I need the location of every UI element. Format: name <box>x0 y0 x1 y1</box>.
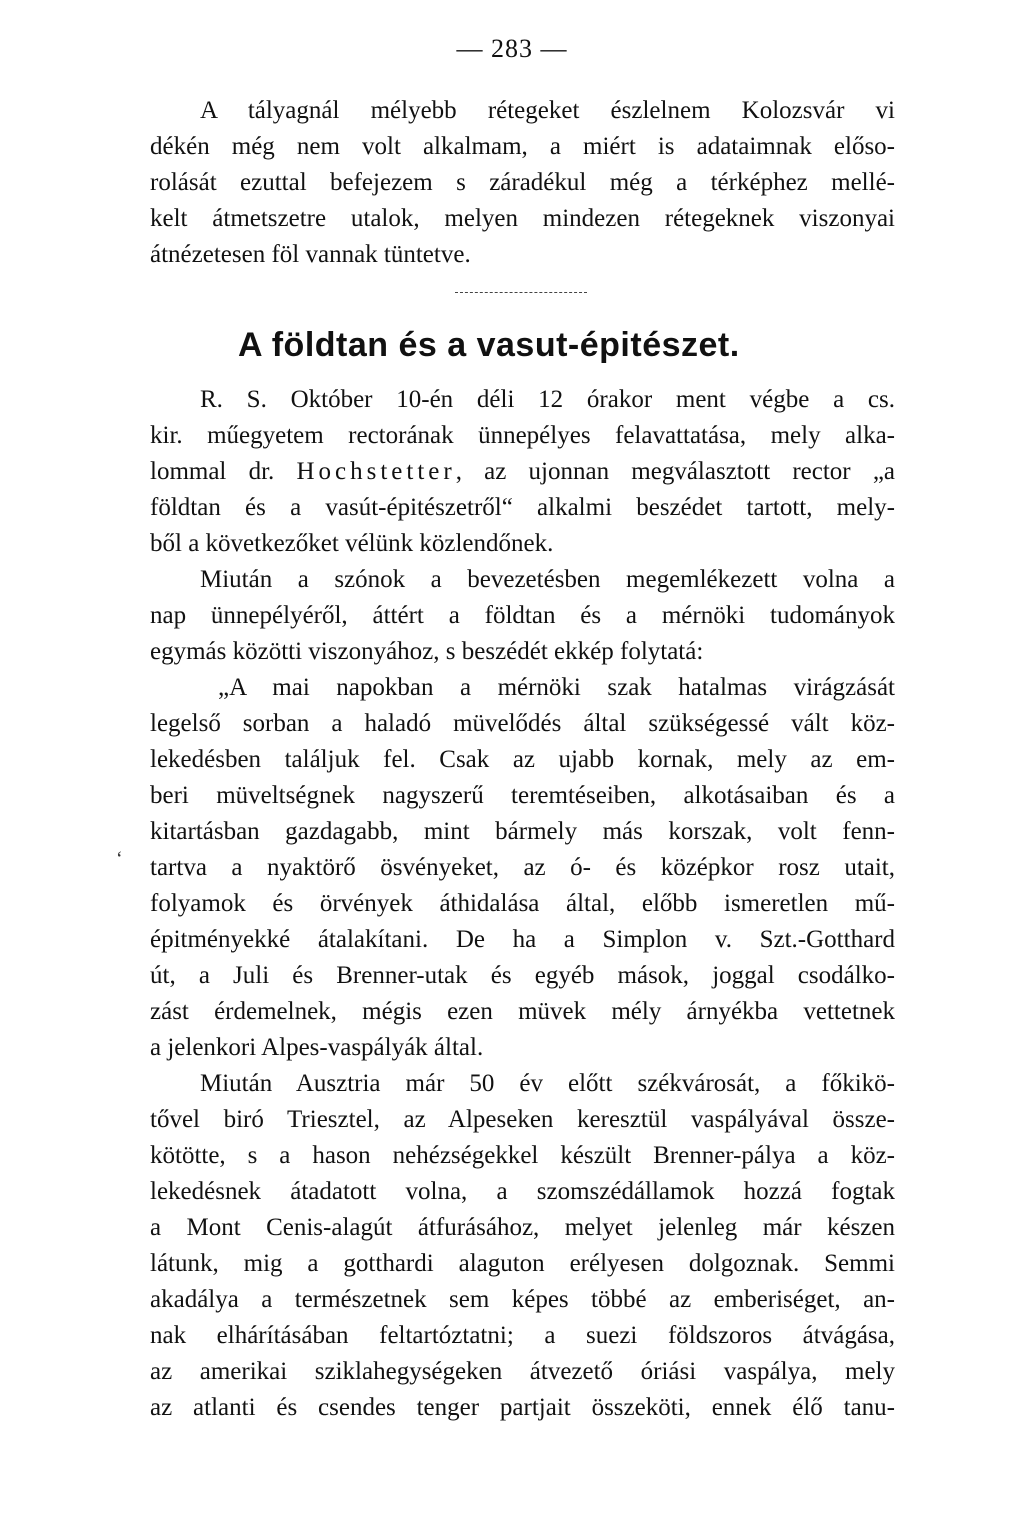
text-line: földtan és a vasút-épitészetről“ alkalmi beszédet tartott, mely- <box>150 494 895 521</box>
text-line: lekedésnek átadatott volna, a szomszédállamok hozzá fogtak <box>150 1178 895 1205</box>
margin-tick-mark: ‘ <box>116 848 123 870</box>
section-divider <box>455 292 587 293</box>
text-line: R. S. Október 10-én déli 12 órakor ment végbe a cs. <box>200 386 895 413</box>
text-line: rolását ezuttal befejezem s záradékul még a térképhez mellé- <box>150 169 895 196</box>
text-line: kötötte, s a hason nehézségekkel készült Brenner-pálya a köz- <box>150 1142 895 1169</box>
text-line: akadálya a természetnek sem képes többé az emberiséget, an- <box>150 1286 895 1313</box>
text-line: kelt átmetszetre utalok, melyen mindezen rétegeknek viszonyai <box>150 205 895 232</box>
text-line: egymás közötti viszonyához, s beszédét ekkép folytatá: <box>150 638 704 665</box>
text-fragment: , az ujonnan megválasztott rector „a <box>455 458 896 485</box>
text-line: az amerikai sziklahegységeken átvezető óriási vaspálya, mely <box>150 1358 895 1385</box>
text-line: út, a Juli és Brenner-utak és egyéb mások, joggal csodálko- <box>150 962 895 989</box>
text-line: lekedésben találjuk fel. Csak az ujabb kornak, mely az em- <box>150 746 895 773</box>
text-line: zást érdemelnek, mégis ezen müvek mély árnyékba vettetnek <box>150 998 895 1025</box>
text-line: a Mont Cenis-alagút átfurásához, melyet jelenleg már készen <box>150 1214 895 1241</box>
text-line: folyamok és örvények áthidalása által, előbb ismeretlen mű- <box>150 890 895 917</box>
text-line: a jelenkori Alpes-vaspályák által. <box>150 1034 484 1061</box>
text-line: beri müveltségnek nagyszerű teremtéseiben, alkotásaiban és a <box>150 782 895 809</box>
text-line: A tályagnál mélyebb rétegeket észlelnem Kolozsvár vi <box>200 97 895 124</box>
person-name: Hochstetter <box>296 458 456 485</box>
text-line: kir. műegyetem rectorának ünnepélyes felavattatása, mely alka- <box>150 422 895 449</box>
text-line: nak elhárításában feltartóztatni; a suezi földszoros átvágása, <box>150 1322 895 1349</box>
text-line: Miután Ausztria már 50 év előtt székvárosát, a főkikö- <box>200 1070 895 1097</box>
text-line: nap ünnepélyéről, áttért a földtan és a mérnöki tudományok <box>150 602 895 629</box>
text-line: kitartásban gazdagabb, mint bármely más korszak, volt fenn- <box>150 818 895 845</box>
text-line: látunk, mig a gotthardi alaguton erélyesen dolgoznak. Semmi <box>150 1250 895 1277</box>
text-line: „A mai napokban a mérnöki szak hatalmas virágzását <box>218 674 895 701</box>
text-line: az atlanti és csendes tenger partjait összeköti, ennek élő tanu- <box>150 1394 895 1421</box>
page-number: — 283 — <box>456 34 568 63</box>
text-line: dékén még nem volt alkalmam, a miért is adataimnak előso- <box>150 133 895 160</box>
text-line: tartva a nyaktörő ösvényeket, az ó- és középkor rosz utait, <box>150 854 895 881</box>
text-line: átnézetesen föl vannak tüntetve. <box>150 241 471 268</box>
text-line: épitményekké átalakítani. De ha a Simplon v. Szt.-Gotthard <box>150 926 895 953</box>
text-line <box>150 455 895 489</box>
text-fragment: lommal dr. <box>150 458 275 485</box>
text-line: Miután a szónok a bevezetésben megemlékezett volna a <box>200 566 895 593</box>
section-title: A földtan és a vasut-épitészet. <box>238 326 740 364</box>
text-line: ből a következőket vélünk közlendőnek. <box>150 530 554 557</box>
text-line: tővel biró Triesztel, az Alpeseken keresztül vaspályával össze- <box>150 1106 895 1133</box>
text-line: legelső sorban a haladó müvelődés által szükségessé vált köz- <box>150 710 895 737</box>
